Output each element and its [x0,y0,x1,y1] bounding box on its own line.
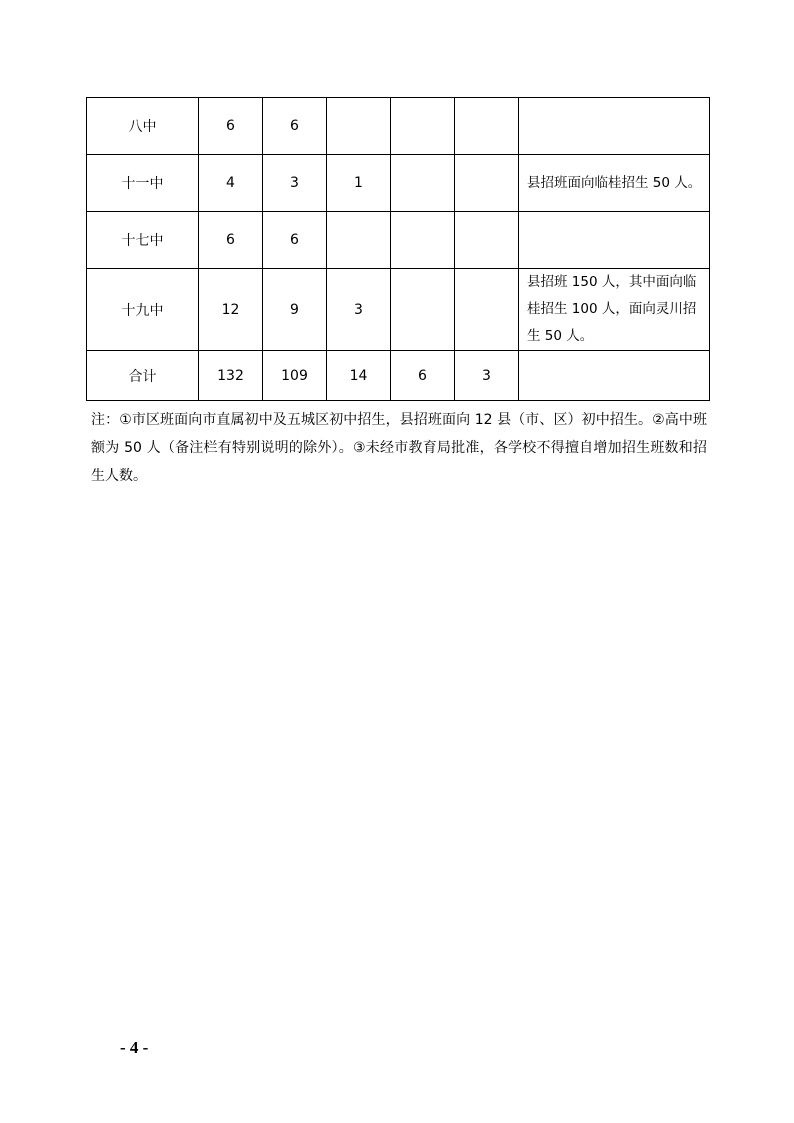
school-cell: 十一中 [87,155,199,212]
remark-cell: 县招班 150 人，其中面向临桂招生 100 人，面向灵川招生 50 人。 [519,269,710,351]
value-cell: 6 [199,98,263,155]
value-cell [327,98,391,155]
value-cell [391,269,455,351]
value-cell: 14 [327,351,391,401]
value-cell [327,212,391,269]
value-cell: 3 [327,269,391,351]
value-cell: 3 [263,155,327,212]
table-row [87,98,710,155]
value-cell [391,212,455,269]
school-cell: 十九中 [87,269,199,351]
table-row [87,269,710,351]
value-cell [455,155,519,212]
value-cell: 9 [263,269,327,351]
table-row [87,155,710,212]
school-cell: 十七中 [87,212,199,269]
value-cell: 6 [199,212,263,269]
value-cell [455,98,519,155]
value-cell [391,98,455,155]
remark-cell [519,212,710,269]
value-cell: 1 [327,155,391,212]
school-cell: 八中 [87,98,199,155]
value-cell: 109 [263,351,327,401]
enrollment-table [86,97,710,401]
remark-cell: 县招班面向临桂招生 50 人。 [519,155,710,212]
value-cell: 12 [199,269,263,351]
table-row [87,212,710,269]
remark-cell [519,98,710,155]
value-cell [391,155,455,212]
value-cell [455,269,519,351]
school-cell: 合计 [87,351,199,401]
value-cell [455,212,519,269]
page-number: - 4 - [120,1038,149,1057]
value-cell: 3 [455,351,519,401]
remark-cell [519,351,710,401]
value-cell: 132 [199,351,263,401]
value-cell: 4 [199,155,263,212]
value-cell: 6 [263,98,327,155]
table-row-total [87,351,710,401]
value-cell: 6 [263,212,327,269]
value-cell: 6 [391,351,455,401]
table-footnote: 注：①市区班面向市直属初中及五城区初中招生，县招班面向 12 县（市、区）初中招生。②高中班额为 50 人（备注栏有特别说明的除外）。③未经市教育局批准，各学校不得擅自增加招生班数和招生人数。 [91,412,707,484]
